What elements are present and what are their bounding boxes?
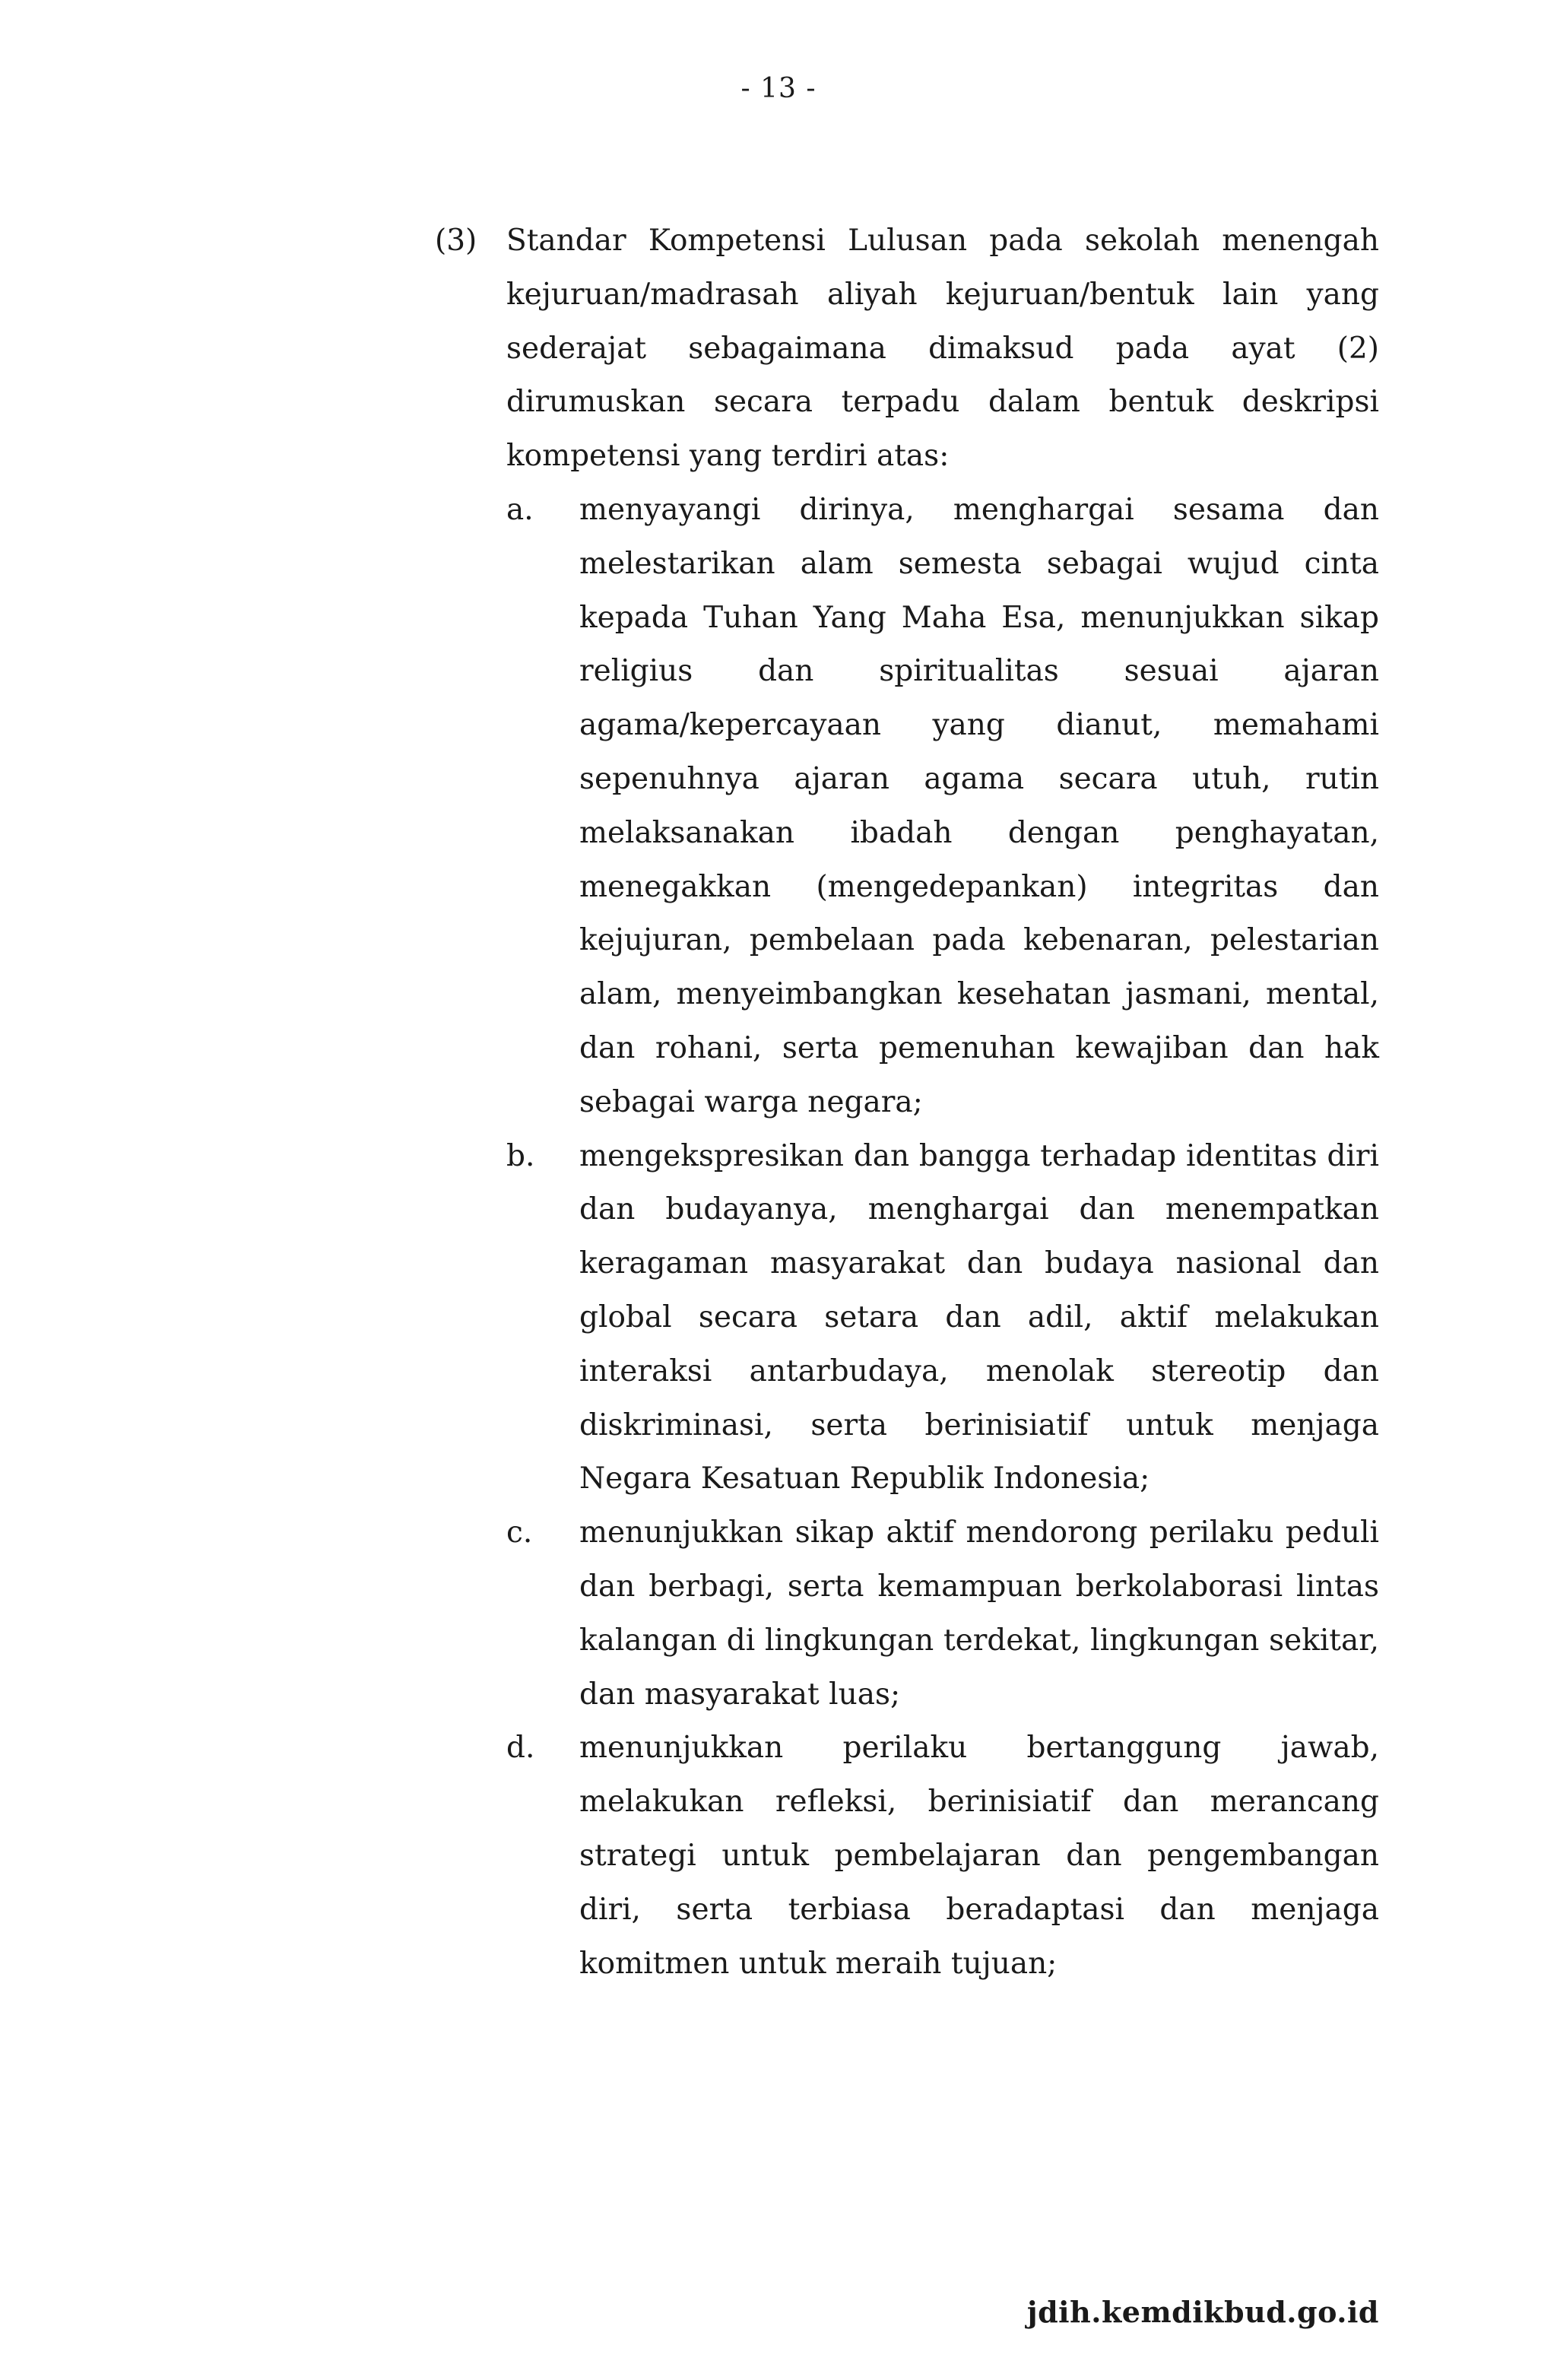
item-letter: a. [506, 492, 534, 527]
item-text: menunjukkan perilaku bertanggung jawab, melakukan refleksi, berinisiatif dan merancang strategi untuk pembelajaran dan pengembangan diri, serta terbiasa beradaptasi dan menjaga komitmen untuk meraih tujuan; [579, 1731, 1379, 1981]
footer-url: jdih.kemdikbud.go.id [1026, 2295, 1379, 2329]
list-item [506, 1506, 1379, 1722]
competency-list [506, 484, 1379, 1991]
clause-body [506, 214, 1379, 1991]
clause-row [435, 214, 1379, 1991]
item-text: menyayangi dirinya, menghargai sesama dan melestarikan alam semesta sebagai wujud cinta kepada Tuhan Yang Maha Esa, menunjukkan sikap religius dan spiritualitas sesuai ajaran agama/kepercayaan yang dianut, memahami sepenuhnya ajaran agama secara utuh, rutin melaksanakan ibadah dengan penghayatan, menegakkan (mengedepankan) integritas dan kejujuran, pembelaan pada kebenaran, pelestarian alam, menyeimbangkan kesehatan jasmani, mental, dan rohani, serta pemenuhan kewajiban dan hak sebagai warga negara; [579, 492, 1379, 1119]
clause-number: (3) [435, 224, 477, 258]
item-letter: c. [506, 1515, 533, 1550]
clause-intro: Standar Kompetensi Lulusan pada sekolah menengah kejuruan/madrasah aliyah kejuruan/bentuk lain yang sederajat sebagaimana dimaksud pada ayat (2) dirumuskan secara terpadu dalam bentuk deskripsi kompetensi yang terdiri atas: [506, 224, 1379, 474]
page-number: - 13 - [740, 73, 817, 104]
clause-3 [435, 214, 1379, 1991]
list-item [506, 1722, 1379, 1991]
item-text: menunjukkan sikap aktif mendorong perilaku peduli dan berbagi, serta kemampuan berkolaborasi lintas kalangan di lingkungan terdekat, lingkungan sekitar, dan masyarakat luas; [579, 1515, 1379, 1712]
list-item [506, 1130, 1379, 1507]
list-item [506, 484, 1379, 1130]
item-letter: b. [506, 1138, 535, 1173]
item-letter: d. [506, 1731, 535, 1766]
item-text: mengekspresikan dan bangga terhadap identitas diri dan budayanya, menghargai dan menempatkan keragaman masyarakat dan budaya nasional dan global secara setara dan adil, aktif melakukan interaksi antarbudaya, menolak stereotip dan diskriminasi, serta berinisiatif untuk menjaga Negara Kesatuan Republik Indonesia; [579, 1138, 1379, 1496]
